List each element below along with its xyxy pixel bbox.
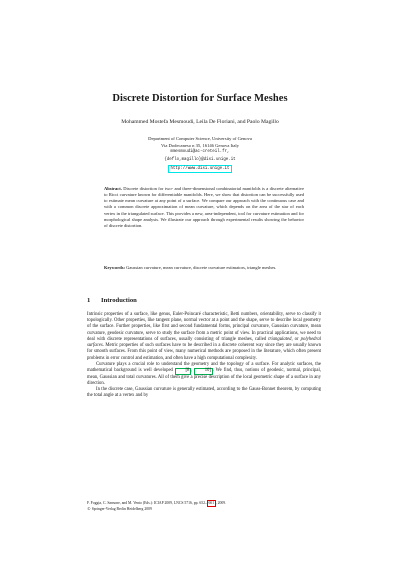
footer-line-1-text-b: , 2009. xyxy=(215,501,227,505)
paragraph-1-text-c: . Metric properties of such surfaces have to be described in a discrete coherent way since they are usually known for smooth surfaces. From this point of view, many numerical methods are proposed in the literature, which often present problems in error control and estimation, and often have a high computational complexity. xyxy=(87,343,321,361)
section-heading xyxy=(87,297,137,304)
body-text xyxy=(87,312,321,399)
paragraph-2-text-a: Curvature plays a crucial role to understand the geometry and the topology of a surface. For analytic surfaces, the mathematical background is well developed xyxy=(87,361,321,373)
affiliation-email-2: {deflo,magillo}@disi.unige.it xyxy=(164,157,236,162)
affiliation-email-1: mmesmoudi@ac-creteil.fr, xyxy=(170,150,230,155)
paper-title: Discrete Distortion for Surface Meshes xyxy=(112,93,288,104)
affiliation-department: Department of Computer Science, University of Genova xyxy=(148,136,252,141)
footer-line-2 xyxy=(87,507,327,512)
affiliation-url-link[interactable]: http://www.disi.unige.it xyxy=(168,165,232,173)
affiliation-address: Via Dodecaneso n 35, 16146 Genova Italy xyxy=(161,143,239,149)
citation-separator: , xyxy=(190,367,193,373)
keywords xyxy=(104,265,304,271)
paragraph-1-text-a: Intrinsic properties of a surface, like genus, Euler-Poincaré characteristic, Betti numbers, orientability, serve to classify it topologically. Other properties, like tangent plane, normal vector at a point and the shape, serve to describe local geometry of the surface. Further properties, like first and second fundamental forms, principal curvature, Gaussian curvature, mean curvature, geodesic curvature, serve to study the surface from a metric point of view. In practical applications, we need to deal with discrete representations of surfaces, usually consisting of triangle meshes, called xyxy=(87,312,321,342)
keywords-text: Gaussian curvature, mean curvature, discrete curvature estimators, triangle meshes. xyxy=(126,265,277,270)
footer-page-link[interactable]: 661 xyxy=(208,501,215,505)
abstract-label: Abstract. xyxy=(104,186,122,191)
abstract-text: Discrete distortion for two- and three-dimensional combinatorial manifolds is a discrete alternative to Ricci curvature known for differentiable manifolds. Here, we show that distortion can be successfully used to estimate mean curvature at any point of a surface. We compare our approach with the continuous case and with a common discrete approximation of mean curvature, which depends on the area of the star of each vertex in the triangulated surface. This provides a new, area-independent, tool for curvature estimation and for morphological shape analysis. We illustrate our approach through experimental results showing the behavior of discrete distortion. xyxy=(104,186,304,228)
paper-authors: Mohammed Mostefa Mesmoudi, Leila De Floriani, and Paolo Magillo xyxy=(121,119,279,125)
paragraph-1 xyxy=(87,312,321,362)
citation-link-8[interactable]: [8 xyxy=(175,368,191,375)
paragraph-1-emphasis-triangulated: triangulated xyxy=(268,336,292,342)
copyright-symbol: © xyxy=(87,506,91,511)
paragraph-2 xyxy=(87,362,321,387)
abstract xyxy=(104,186,304,229)
footer-line-1 xyxy=(87,500,327,507)
keywords-label: Keywords: xyxy=(104,265,125,270)
affiliation-block xyxy=(0,135,400,173)
footer-line-1-text-a: F. Foggia, C. Sansone, and M. Vento (Eds.): ICIAP 2009, LNCS 5716, pp. 652– xyxy=(87,501,207,505)
paragraph-2-text-b: . We find, thus, notions of geodesic, normal, principal, mean, Gaussian and total curvatures. All of them give a precise description of the local geometric shape of a surface in any direction. xyxy=(87,367,321,386)
footer-publisher: Springer-Verlag Berlin Heidelberg 2009 xyxy=(91,506,152,511)
section-title: Introduction xyxy=(101,297,137,304)
section-number: 1 xyxy=(87,297,91,304)
paragraph-1-text-b: , or xyxy=(291,336,299,342)
footer-citation xyxy=(87,500,327,512)
paragraph-3: In the discrete case, Gaussian curvature is generally estimated, according to the Gauss-Bonnet theorem, by computing the total angle at a vertex and by xyxy=(87,387,321,399)
citation-link-10[interactable]: 10] xyxy=(194,368,212,375)
paragraph-1-emphasis-polyhedral: polyhedral surfaces xyxy=(87,336,322,349)
